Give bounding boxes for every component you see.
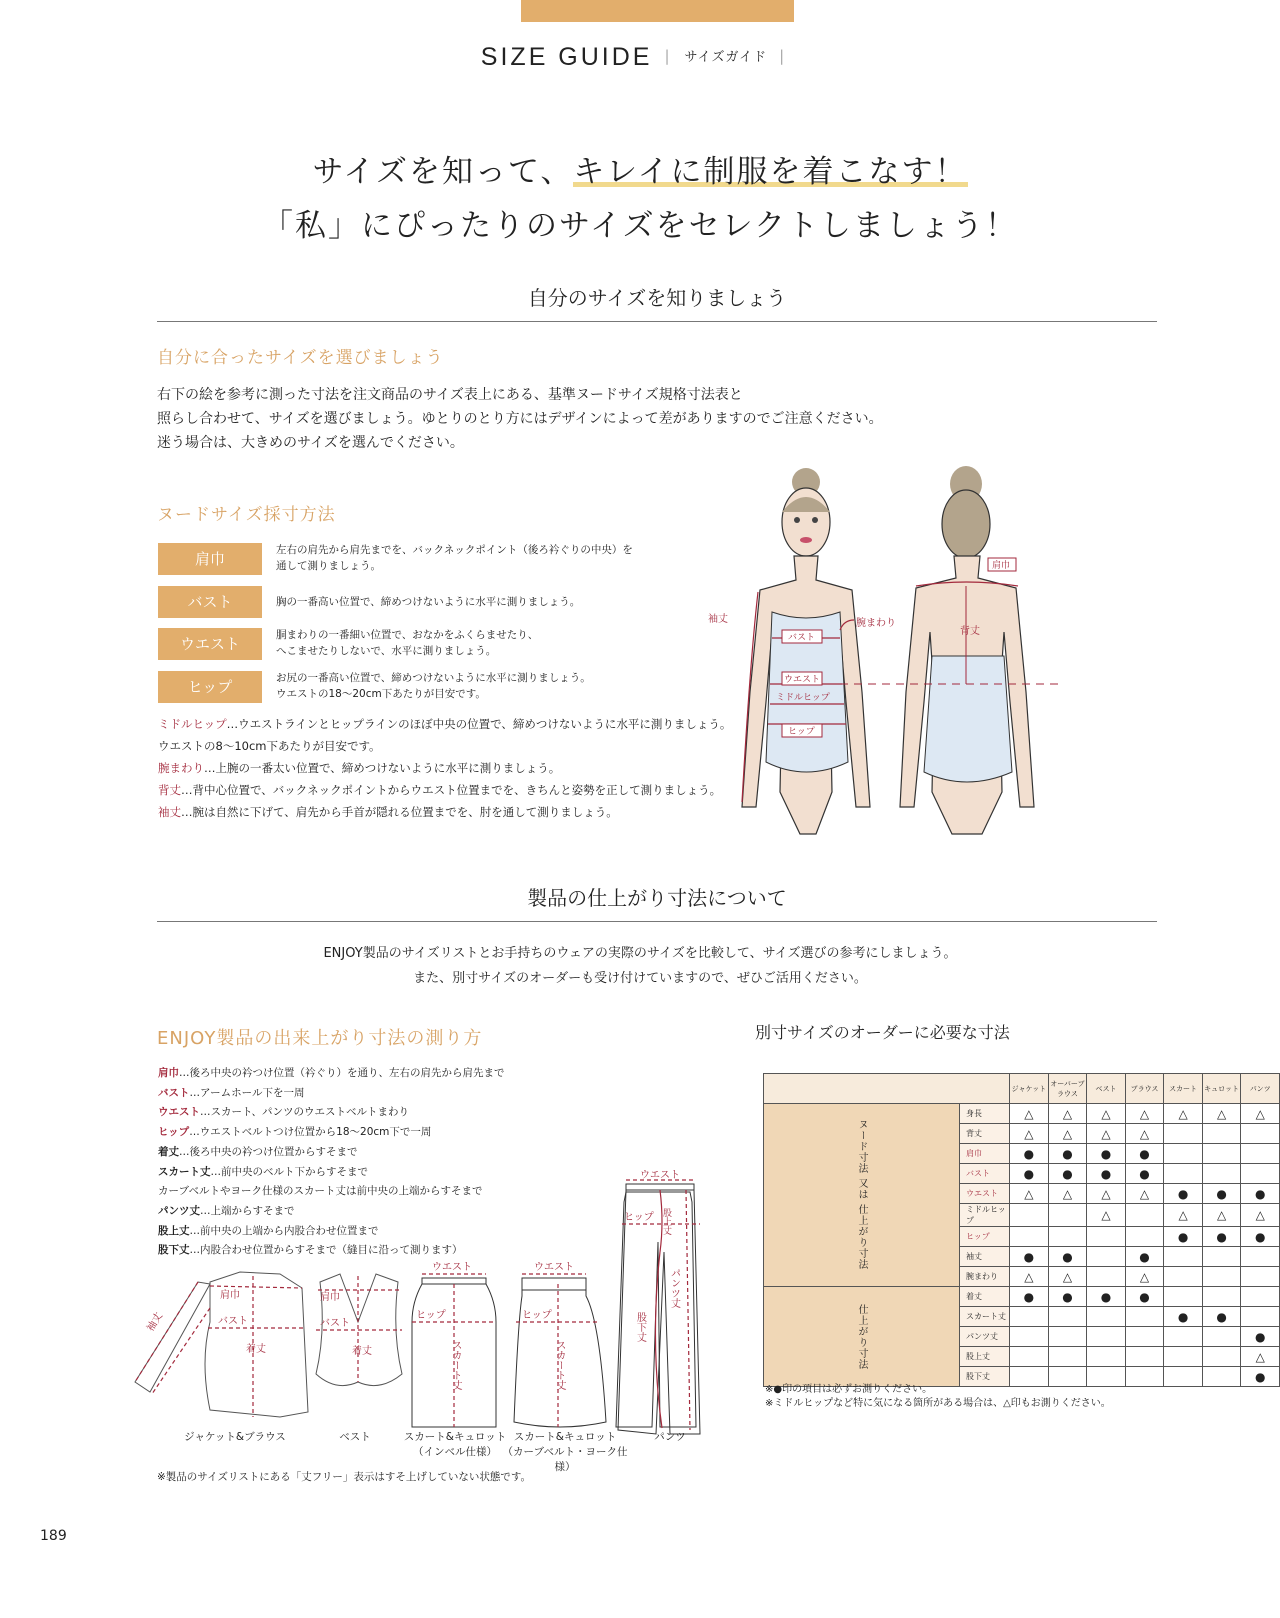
table-cell: ●: [1241, 1367, 1280, 1387]
row-label: 身長: [960, 1104, 1010, 1124]
table-cell: △: [1048, 1184, 1087, 1204]
note-text: …ウエストラインとヒップラインのほぼ中央の位置で、締めつけないように水平に測りましょう。: [226, 717, 732, 731]
table-cell: △: [1202, 1204, 1241, 1227]
table-cell: ●: [1241, 1184, 1280, 1204]
method-item: [158, 1142, 358, 1162]
table-cell: △: [1087, 1104, 1126, 1124]
table-cell: [1087, 1327, 1126, 1347]
table-cell: [1202, 1287, 1241, 1307]
method-item: [158, 1102, 409, 1122]
table-cell: △: [1087, 1124, 1126, 1144]
table-cell: [1241, 1307, 1280, 1327]
top-accent-bar: [521, 0, 794, 22]
method-text: カーブベルトやヨーク仕様のスカート丈は前中央の上端からすそまで: [158, 1185, 483, 1198]
note-text: …腕は自然に下げて、肩先から手首が隠れる位置までを、肘を通して測りましょう。: [181, 805, 618, 819]
method-key: ヒップ: [158, 1126, 190, 1139]
table-cell: [1164, 1327, 1203, 1347]
skirt2-label-hip: ヒップ: [522, 1310, 552, 1321]
method-key: パンツ丈: [158, 1204, 200, 1217]
table-cell: [1202, 1367, 1241, 1387]
jacket-label-sleeve: 袖丈: [145, 1310, 166, 1334]
note-text: …上腕の一番太い位置で、締めつけないように水平に測りましょう。: [204, 761, 561, 775]
note-back: [158, 779, 722, 801]
section2-intro: [0, 941, 1280, 991]
method-text: …ウエストベルトつけ位置から18〜20cm下で一周: [189, 1126, 432, 1139]
page-number: 189: [40, 1528, 67, 1544]
caption-line: パンツ: [654, 1431, 686, 1443]
table-cell: [1202, 1267, 1241, 1287]
desc-line: へこませたりしないで、水平に測りましょう。: [276, 645, 497, 657]
method-key: バスト: [158, 1086, 190, 1099]
table-row: [764, 1287, 1280, 1307]
section-heading-finished: 製品の仕上がり寸法について: [157, 882, 1157, 922]
table-cell: [1202, 1347, 1241, 1367]
table-cell: △: [1048, 1104, 1087, 1124]
table-cell: ●: [1125, 1247, 1164, 1267]
table-cell: [1125, 1204, 1164, 1227]
table-cell: △: [1125, 1184, 1164, 1204]
section-heading-know-size: 自分のサイズを知りましょう: [157, 282, 1157, 322]
table-note: ※●印の項目は必ずお測りください。: [765, 1384, 933, 1395]
table-cell: [1202, 1164, 1241, 1184]
size-guide-title: [0, 42, 1280, 72]
table-cell: [1125, 1327, 1164, 1347]
label-hip: ヒップ: [788, 727, 815, 737]
column-header: スカート: [1164, 1074, 1203, 1104]
row-label: バスト: [960, 1164, 1010, 1184]
measure-desc: [276, 670, 726, 702]
table-cell: ●: [1202, 1184, 1241, 1204]
table-cell: ●: [1010, 1144, 1049, 1164]
method-item: [158, 1162, 368, 1182]
table-cell: ●: [1010, 1287, 1049, 1307]
table-cell: [1241, 1164, 1280, 1184]
table-cell: ●: [1048, 1287, 1087, 1307]
table-cell: [1241, 1247, 1280, 1267]
table-cell: [1164, 1144, 1203, 1164]
method-text: …スカート、パンツのウエストベルトまわり: [200, 1106, 410, 1119]
desc-line: 通して測りましょう。: [276, 560, 381, 572]
method-text: …前中央のベルト下からすそまで: [210, 1165, 368, 1178]
pants-label-waist: ウエスト: [640, 1170, 680, 1181]
caption-skirt-inbelt: [400, 1430, 510, 1460]
column-header: ジャケット: [1010, 1074, 1049, 1104]
intro-line: また、別寸サイズのオーダーも受け付けていますので、ぜひご活用ください。: [413, 971, 867, 986]
table-cell: ●: [1010, 1164, 1049, 1184]
intro-paragraph: [157, 383, 957, 455]
table-cell: [1202, 1327, 1241, 1347]
row-label: パンツ丈: [960, 1327, 1010, 1347]
headline-highlight: キレイに制服を着こなす！: [573, 154, 968, 190]
table-cell: [1164, 1124, 1203, 1144]
pants-label-inseam: 股下丈: [634, 1312, 646, 1342]
table-cell: [1202, 1124, 1241, 1144]
note-text: …背中心位置で、バックネックポイントからウエスト位置までを、きちんと姿勢を正して測りましょう。: [181, 783, 722, 797]
column-header: キュロット: [1202, 1074, 1241, 1104]
table-cell: [1164, 1367, 1203, 1387]
measure-label: ウエスト: [158, 628, 262, 660]
table-cell: △: [1125, 1104, 1164, 1124]
title-separator-end: |: [779, 47, 788, 65]
nude-method-heading: ヌードサイズ採寸方法: [157, 505, 336, 525]
table-cell: [1241, 1144, 1280, 1164]
measure-desc: [276, 542, 726, 574]
skirt1-label-length: スカート丈: [450, 1340, 461, 1390]
table-cell: △: [1048, 1124, 1087, 1144]
table-cell: [1048, 1347, 1087, 1367]
method-item: [158, 1240, 463, 1260]
method-text: …内股合わせ位置からすそまで（縫目に沿って測ります）: [189, 1244, 463, 1257]
note-key: 袖丈: [158, 805, 181, 819]
group-label: ヌード寸法 又は 仕上がり寸法: [764, 1104, 960, 1287]
table-cell: ●: [1010, 1247, 1049, 1267]
table-cell: ●: [1202, 1307, 1241, 1327]
desc-line: 左右の肩先から肩先までを、バックネックポイント（後ろ衿ぐりの中央）を: [276, 544, 633, 556]
table-cell: ●: [1241, 1227, 1280, 1247]
row-label: 股下丈: [960, 1367, 1010, 1387]
table-cell: △: [1164, 1204, 1203, 1227]
method-key: ウエスト: [158, 1106, 200, 1119]
vest-label-shoulder: 肩巾: [320, 1292, 340, 1303]
table-cell: ●: [1087, 1144, 1126, 1164]
note-key: ミドルヒップ: [158, 717, 227, 731]
table-cell: [1048, 1307, 1087, 1327]
table-cell: △: [1241, 1104, 1280, 1124]
vest-label-bust: バスト: [320, 1318, 350, 1329]
measure-row-shoulder: [158, 543, 718, 577]
label-middle-hip: ミドルヒップ: [776, 693, 830, 703]
row-label: 背丈: [960, 1124, 1010, 1144]
table-cell: [1241, 1267, 1280, 1287]
table-notes: [765, 1383, 1111, 1411]
table-cell: [1125, 1227, 1164, 1247]
caption-line: （インベル仕様）: [413, 1446, 497, 1458]
table-header-row: [764, 1074, 1280, 1104]
pants-label-rise: 股上丈: [661, 1208, 671, 1235]
table-cell: [1010, 1204, 1049, 1227]
row-label: ヒップ: [960, 1227, 1010, 1247]
table-cell: △: [1241, 1204, 1280, 1227]
caption-line: （カーブベルト・ヨーク仕様）: [502, 1446, 628, 1473]
table-cell: [1010, 1327, 1049, 1347]
desc-line: ウエストの18〜20cm下あたりが目安です。: [276, 688, 486, 700]
table-note: ※ミドルヒップなど特に気になる箇所がある場合は、△印もお測りください。: [765, 1398, 1111, 1409]
table-cell: ●: [1202, 1227, 1241, 1247]
caption-jacket: [180, 1430, 290, 1445]
caption-line: ジャケット&ブラウス: [184, 1431, 286, 1443]
desc-line: お尻の一番高い位置で、締めつけないように水平に測りましょう。: [276, 672, 591, 684]
pants-svg: [610, 1172, 720, 1434]
table-cell: [1164, 1267, 1203, 1287]
body-measurement-illustration: [708, 462, 1060, 834]
measure-label: ヒップ: [158, 671, 262, 703]
skirt1-label-hip: ヒップ: [416, 1310, 446, 1321]
table-cell: ●: [1125, 1164, 1164, 1184]
table-cell: [1125, 1347, 1164, 1367]
table-cell: ●: [1164, 1227, 1203, 1247]
note-key: 腕まわり: [158, 761, 204, 775]
paragraph-line: 照らし合わせて、サイズを選びましょう。ゆとりのとり方にはデザインによって差がありますのでご注意ください。: [157, 411, 883, 427]
method-item: [158, 1083, 304, 1103]
note-sleeve: [158, 801, 718, 823]
table-cell: [1164, 1247, 1203, 1267]
method-key: 肩巾: [158, 1067, 179, 1079]
measure-row-waist: [158, 628, 718, 662]
vest-label-length: 着丈: [352, 1346, 372, 1357]
method-text: …前中央の上端から内股合わせ位置まで: [189, 1224, 379, 1237]
table-cell: [1087, 1227, 1126, 1247]
row-label: 股上丈: [960, 1347, 1010, 1367]
eye-right: [812, 517, 818, 523]
table-cell: [1010, 1227, 1049, 1247]
table-cell: ●: [1164, 1307, 1203, 1327]
pants-label-length: パンツ丈: [668, 1268, 680, 1308]
paragraph-line: 迷う場合は、大きめのサイズを選んでください。: [157, 435, 464, 451]
table-cell: △: [1010, 1124, 1049, 1144]
measure-label: 肩巾: [158, 543, 262, 575]
table-cell: [1202, 1247, 1241, 1267]
caption-line: スカート&キュロット: [403, 1431, 507, 1443]
table-cell: [1087, 1347, 1126, 1367]
table-cell: △: [1048, 1267, 1087, 1287]
column-header: ブラウス: [1125, 1074, 1164, 1104]
eye-left: [794, 517, 800, 523]
table-cell: △: [1087, 1184, 1126, 1204]
title-jp: サイズガイド: [684, 50, 768, 65]
label-arm: 腕まわり: [856, 618, 896, 629]
row-label: 肩巾: [960, 1144, 1010, 1164]
head-back: [942, 490, 990, 558]
method-item: [158, 1122, 431, 1142]
method-key: 着丈: [158, 1145, 179, 1158]
method-item: [158, 1201, 295, 1221]
inseam-line: [655, 1252, 662, 1428]
table-cell: ●: [1087, 1287, 1126, 1307]
measure-desc: [276, 594, 726, 610]
table-cell: ●: [1164, 1184, 1203, 1204]
caption-vest: [320, 1430, 390, 1445]
column-header: ベスト: [1087, 1074, 1126, 1104]
table-cell: ●: [1048, 1247, 1087, 1267]
desc-line: 胸の一番高い位置で、締めつけないように水平に測りましょう。: [276, 596, 581, 608]
table-cell: [1164, 1164, 1203, 1184]
table-cell: △: [1125, 1124, 1164, 1144]
note-text: ウエストの8〜10cm下あたりが目安です。: [158, 739, 381, 753]
method-item: [158, 1181, 483, 1201]
intro-line: ENJOY製品のサイズリストとお手持ちのウェアの実際のサイズを比較して、サイズ選びの参考にしましょう。: [323, 946, 957, 961]
table-cell: [1087, 1267, 1126, 1287]
table-cell: △: [1241, 1347, 1280, 1367]
measure-row-hip: [158, 671, 718, 705]
caption-pants: [640, 1430, 700, 1445]
label-bust: バスト: [788, 633, 816, 643]
table-cell: ●: [1048, 1164, 1087, 1184]
header-blank: [764, 1074, 1010, 1104]
method-key: スカート丈: [158, 1165, 211, 1178]
pants-label-hip: ヒップ: [624, 1212, 654, 1223]
label-back: 背丈: [960, 626, 980, 637]
dress-back: [924, 656, 1012, 782]
title-en: SIZE GUIDE: [480, 43, 653, 71]
table-cell: ●: [1125, 1144, 1164, 1164]
table-cell: [1048, 1327, 1087, 1347]
table-cell: [1241, 1287, 1280, 1307]
sub-heading-choose: 自分に合ったサイズを選びましょう: [157, 348, 444, 368]
headline-line-1: [0, 146, 1280, 191]
note-middle-hip-2: [158, 735, 718, 757]
table-cell: [1125, 1367, 1164, 1387]
table-row: [764, 1104, 1280, 1124]
group-label: 仕上がり寸法: [764, 1287, 960, 1387]
pants-diagram: [610, 1172, 720, 1434]
skirt1-label-waist: ウエスト: [432, 1262, 472, 1273]
table-cell: [1125, 1307, 1164, 1327]
paragraph-line: 右下の絵を参考に測った寸法を注文商品のサイズ表上にある、基準ヌードサイズ規格寸法表と: [157, 387, 743, 403]
skirt2-label-length: スカート丈: [554, 1340, 565, 1390]
row-label: 着丈: [960, 1287, 1010, 1307]
row-label: ミドルヒップ: [960, 1204, 1010, 1227]
figure-svg: [708, 462, 1060, 834]
method-text: …後ろ中央の衿つけ位置（衿ぐり）を通り、左右の肩先から肩先まで: [179, 1067, 505, 1079]
method-key: 股上丈: [158, 1224, 190, 1237]
row-label: ウエスト: [960, 1184, 1010, 1204]
column-header: パンツ: [1241, 1074, 1280, 1104]
table-cell: △: [1125, 1267, 1164, 1287]
headline-pre: サイズを知って、: [312, 154, 574, 190]
table-cell: [1164, 1287, 1203, 1307]
mouth: [800, 537, 812, 543]
table-cell: [1087, 1247, 1126, 1267]
order-table-title: 別寸サイズのオーダーに必要な寸法: [755, 1023, 1010, 1042]
table-cell: ●: [1048, 1144, 1087, 1164]
row-label: 腕まわり: [960, 1267, 1010, 1287]
table-cell: ●: [1087, 1164, 1126, 1184]
table-cell: △: [1010, 1104, 1049, 1124]
label-waist: ウエスト: [784, 675, 821, 685]
measure-row-bust: [158, 586, 718, 620]
row-label: スカート丈: [960, 1307, 1010, 1327]
column-header: オーバーブラウス: [1048, 1074, 1087, 1104]
skirt2-label-waist: ウエスト: [534, 1262, 574, 1273]
jacket-label-shoulder: 肩巾: [220, 1290, 240, 1301]
row-label: 袖丈: [960, 1247, 1010, 1267]
table-cell: △: [1010, 1267, 1049, 1287]
table-cell: [1202, 1144, 1241, 1164]
note-arm: [158, 757, 718, 779]
back-figure: [900, 466, 1034, 834]
caption-line: ベスト: [339, 1431, 371, 1443]
order-measurement-table: [763, 1073, 1280, 1387]
table-cell: [1164, 1347, 1203, 1367]
table-cell: △: [1202, 1104, 1241, 1124]
table-cell: [1048, 1204, 1087, 1227]
measure-desc: [276, 627, 726, 659]
note-key: 背丈: [158, 783, 181, 797]
table-cell: ●: [1125, 1287, 1164, 1307]
method-key: 股下丈: [158, 1244, 190, 1257]
table-cell: [1087, 1307, 1126, 1327]
table-cell: [1010, 1307, 1049, 1327]
desc-line: 胴まわりの一番細い位置で、おなかをふくらませたり、: [276, 629, 539, 641]
title-separator: |: [664, 47, 673, 65]
front-figure: [742, 468, 870, 834]
table-cell: △: [1010, 1184, 1049, 1204]
method-text: …後ろ中央の衿つけ位置からすそまで: [179, 1145, 358, 1158]
note-middle-hip: [158, 713, 732, 735]
table-cell: ●: [1241, 1327, 1280, 1347]
table-cell: △: [1087, 1204, 1126, 1227]
table-cell: [1010, 1347, 1049, 1367]
table-cell: [1048, 1227, 1087, 1247]
headline-line-2: 「私」にぴったりのサイズをセレクトしましょう！: [262, 208, 1018, 244]
measure-label: バスト: [158, 586, 262, 618]
label-sleeve: 袖丈: [708, 614, 728, 625]
label-shoulder: 肩巾: [992, 561, 1011, 571]
method-text: …上端からすそまで: [200, 1204, 295, 1217]
method-text: …アームホール下を一周: [189, 1086, 305, 1099]
method-item: [158, 1221, 379, 1241]
finished-method-heading: ENJOY製品の出来上がり寸法の測り方: [157, 1028, 483, 1049]
method-item: [158, 1063, 505, 1083]
jacket-label-bust: バスト: [218, 1316, 248, 1327]
footnote-free-length: ※製品のサイズリストにある「丈フリー」表示はすそ上げしていない状態です。: [157, 1471, 531, 1483]
jacket-label-length: 着丈: [246, 1344, 266, 1355]
table-cell: [1241, 1124, 1280, 1144]
caption-line: スカート&キュロット: [513, 1431, 617, 1443]
table-cell: △: [1164, 1104, 1203, 1124]
